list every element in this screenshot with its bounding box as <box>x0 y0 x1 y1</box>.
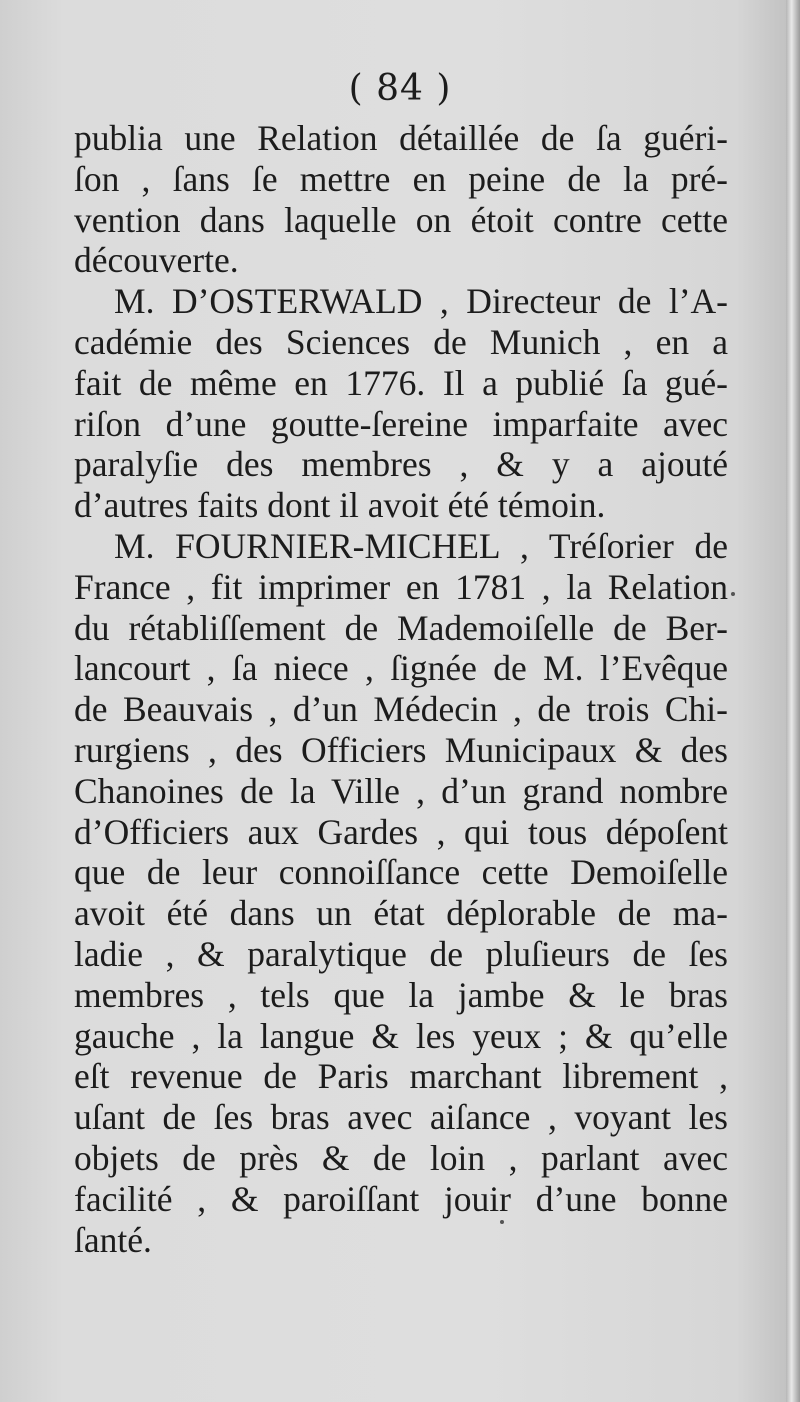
text-line: paralyſie des membres , & y a ajouté <box>74 444 728 485</box>
text-line: eſt revenue de Paris marchant librement , <box>74 1056 728 1097</box>
page-edge <box>786 0 800 1402</box>
text-line: riſon d’une goutte-ſereine imparfaite avec <box>74 403 728 444</box>
text-line: d’autres faits dont il avoit été témoin. <box>74 485 606 526</box>
text-line: d’Officiers aux Gardes , qui tous dépoſent <box>74 811 728 852</box>
text-line: que de leur connoiſſance cette Demoiſelle <box>74 852 728 893</box>
text-line: facilité , & paroiſſant jouir d’une bonne <box>74 1178 728 1219</box>
text-line: publia une Relation détaillée de ſa guéri- <box>74 118 728 158</box>
text-line: ſon , ſans ſe mettre en peine de la pré- <box>74 158 728 199</box>
text-line: découverte. <box>74 240 239 281</box>
text-line: membres , tels que la jambe & le bras <box>74 974 728 1015</box>
body-text <box>74 118 728 1260</box>
text-line: avoit été dans un état déplorable de ma- <box>74 893 728 934</box>
text-line: du rétabliſſement de Mademoiſelle de Ber- <box>74 607 728 648</box>
text-line: M. FOURNIER-MICHEL , Tréſorier de <box>114 525 728 566</box>
ink-speck <box>500 1220 504 1224</box>
text-line: ladie , & paralytique de pluſieurs de ſes <box>74 933 728 974</box>
text-line: France , fit imprimer en 1781 , la Relation <box>74 566 728 607</box>
text-line: fait de même en 1776. Il a publié ſa gué- <box>74 362 728 403</box>
text-line: gauche , la langue & les yeux ; & qu’elle <box>74 1015 728 1056</box>
text-line: ſanté. <box>74 1219 152 1260</box>
text-line: lancourt , ſa niece , ſignée de M. l’Evêque <box>74 648 728 689</box>
text-line: uſant de ſes bras avec aiſance , voyant les <box>74 1097 728 1138</box>
text-line: M. D’OSTERWALD , Directeur de l’A- <box>114 281 728 322</box>
text-line: Chanoines de la Ville , d’un grand nombre <box>74 770 728 811</box>
text-line: rurgiens , des Officiers Municipaux & des <box>74 729 728 770</box>
text-line: objets de près & de loin , parlant avec <box>74 1137 728 1178</box>
text-line: vention dans laquelle on étoit contre cette <box>74 199 728 240</box>
ink-speck <box>731 592 735 596</box>
text-line: cadémie des Sciences de Munich , en a <box>74 321 728 362</box>
text-line: de Beauvais , d’un Médecin , de trois Chi- <box>74 689 728 730</box>
page-number: ( 84 ) <box>348 68 452 109</box>
